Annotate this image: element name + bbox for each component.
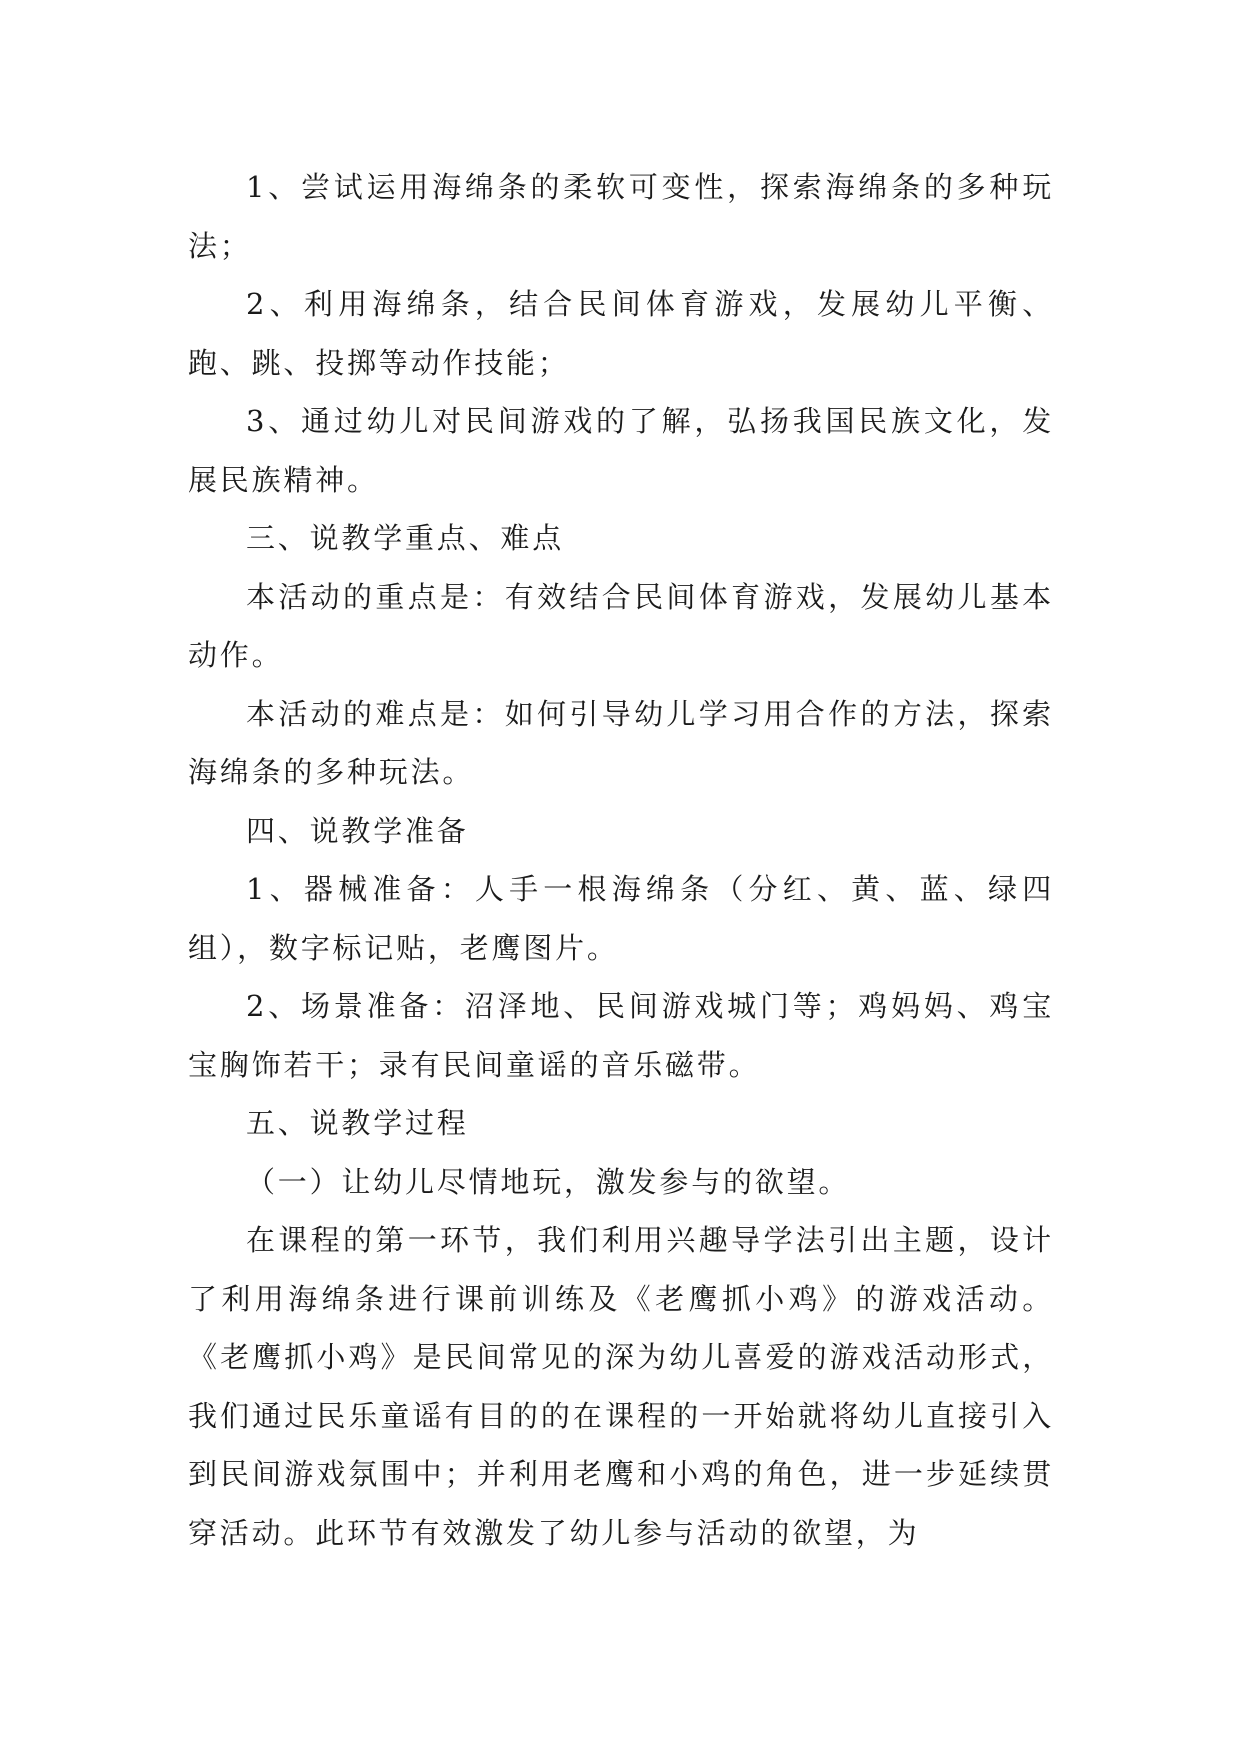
equipment-preparation: 1、器械准备：人手一根海绵条（分红、黄、蓝、绿四组），数字标记贴，老鹰图片。	[188, 872, 1054, 965]
process-paragraph: 在课程的第一环节，我们利用兴趣导学法引出主题，设计了利用海绵条进行课前训练及《老鹰抓小鸡》的游戏活动。《老鹰抓小鸡》是民间常见的深为幼儿喜爱的游戏活动形式，我们通过民乐童谣有目的的在课程的一开始就将幼儿直接引入到民间游戏氛围中；并利用老鹰和小鸡的角色，进一步延续贯穿活动。此环节有效激发了幼儿参与活动的欲望，为	[188, 1223, 1054, 1550]
key-point-paragraph: 本活动的重点是：有效结合民间体育游戏，发展幼儿基本动作。	[188, 579, 1054, 672]
subsection-heading-1: （一）让幼儿尽情地玩，激发参与的欲望。	[246, 1164, 851, 1199]
section-heading-preparation: 四、说教学准备	[246, 813, 469, 848]
objective-3: 3、通过幼儿对民间游戏的了解，弘扬我国民族文化，发展民族精神。	[188, 404, 1054, 497]
objective-1: 1、尝试运用海绵条的柔软可变性，探索海绵条的多种玩法；	[188, 170, 1054, 263]
section-heading-process: 五、说教学过程	[246, 1106, 469, 1140]
difficulty-paragraph: 本活动的难点是：如何引导幼儿学习用合作的方法，探索海绵条的多种玩法。	[188, 696, 1054, 789]
section-heading-key-points: 三、说教学重点、难点	[246, 521, 565, 555]
document-body	[188, 158, 1054, 1562]
scene-preparation: 2、场景准备：沼泽地、民间游戏城门等；鸡妈妈、鸡宝宝胸饰若干；录有民间童谣的音乐磁带。	[188, 989, 1054, 1082]
objective-2: 2、利用海绵条，结合民间体育游戏，发展幼儿平衡、跑、跳、投掷等动作技能；	[188, 287, 1054, 380]
